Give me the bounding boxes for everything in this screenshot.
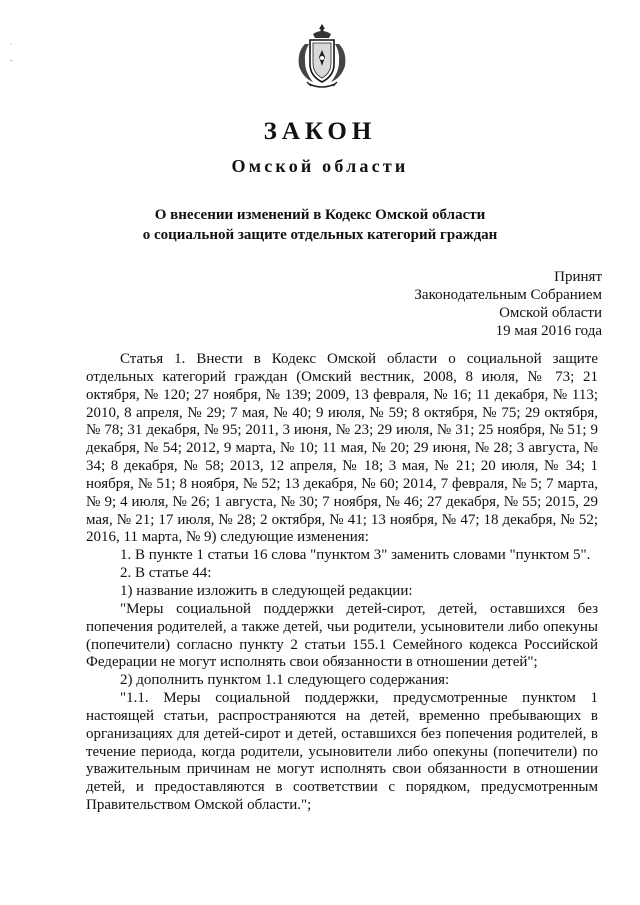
adoption-line: Принят — [554, 269, 602, 285]
document-title: ЗАКОН — [263, 118, 377, 145]
adoption-line: Омской области — [499, 305, 602, 321]
margin-mark: · — [10, 40, 13, 49]
document-subtitle: Омской области — [231, 156, 409, 176]
quoted-new-title: "Меры социальной поддержки детей-сирот, детей, оставшихся без попечения родителей, а также детей, чьи родители, усыновители либо опекуны (попечители) согласно пункту 2 статьи 155.1 Семейного кодекса Российской Федерации не могут исполнять свои обязанности в отношении детей"; — [86, 600, 598, 671]
amendment-subitem-1: 1) название изложить в следующей редакции: — [120, 582, 413, 599]
document-body — [86, 351, 598, 815]
adoption-block — [414, 268, 602, 340]
law-name — [0, 205, 640, 245]
amendment-item-2: 2. В статье 44: — [120, 565, 212, 582]
law-name-line: о социальной защите отдельных категорий граждан — [142, 227, 498, 243]
amendment-subitem-2: 2) дополнить пунктом 1.1 следующего содержания: — [120, 672, 450, 689]
adoption-date: 19 мая 2016 года — [495, 323, 602, 339]
margin-mark: - — [10, 56, 13, 65]
adoption-line: Законодательным Собранием — [414, 287, 602, 303]
omsk-region-coat-of-arms-icon — [293, 22, 351, 92]
amendment-item-1: 1. В пункте 1 статьи 16 слова "пунктом 3" заменить словами "пунктом 5". — [120, 547, 591, 564]
law-name-line: О внесении изменений в Кодекс Омской области — [154, 207, 486, 223]
quoted-new-point: "1.1. Меры социальной поддержки, предусмотренные пунктом 1 настоящей статьи, распространяются на детей, временно пребывающих в организациях для детей-сирот и детей, оставшихся без попечения родителей, в течение периода, когда родители, усыновители либо опекуны (попечители) по уважительным причинам не могут исполнять свои обязанности в отношении детей, и предоставляются в соответствии с порядком, предусмотренным Правительством Омской области."; — [86, 690, 598, 814]
article-1-paragraph: Статья 1. Внести в Кодекс Омской области о социальной защите отдельных категорий граждан (Омский вестник, 2008, 8 июля, № 73; 21 октября, № 120; 27 ноября, № 139; 2009, 13 февраля, № 16; 11 декабря, № 113; 2010, 8 апреля, № 29; 7 мая, № 40; 9 июля, № 59; 8 октября, № 75; 29 октября, № 78; 31 декабря, № 95; 2011, 3 июня, № 23; 29 июля, № 31; 25 ноября, № 51; 9 декабря, № 54; 2012, 9 марта, № 10; 11 мая, № 20; 29 июня, № 28; 3 августа, № 34; 8 декабря, № 58; 2013, 12 апреля, № 18; 3 мая, № 21; 20 июля, № 34; 1 ноября, № 51; 8 ноября, № 52; 13 декабря, № 60; 2014, 7 февраля, № 5; 7 марта, № 9; 4 июля, № 26; 1 августа, № 30; 7 ноября, № 46; 27 декабря, № 55; 2015, 29 мая, № 21; 17 июля, № 28; 2 октября, № 41; 13 ноября, № 47; 18 декабря, № 52; 2016, 11 марта, № 9) следующие изменения: — [86, 351, 598, 546]
